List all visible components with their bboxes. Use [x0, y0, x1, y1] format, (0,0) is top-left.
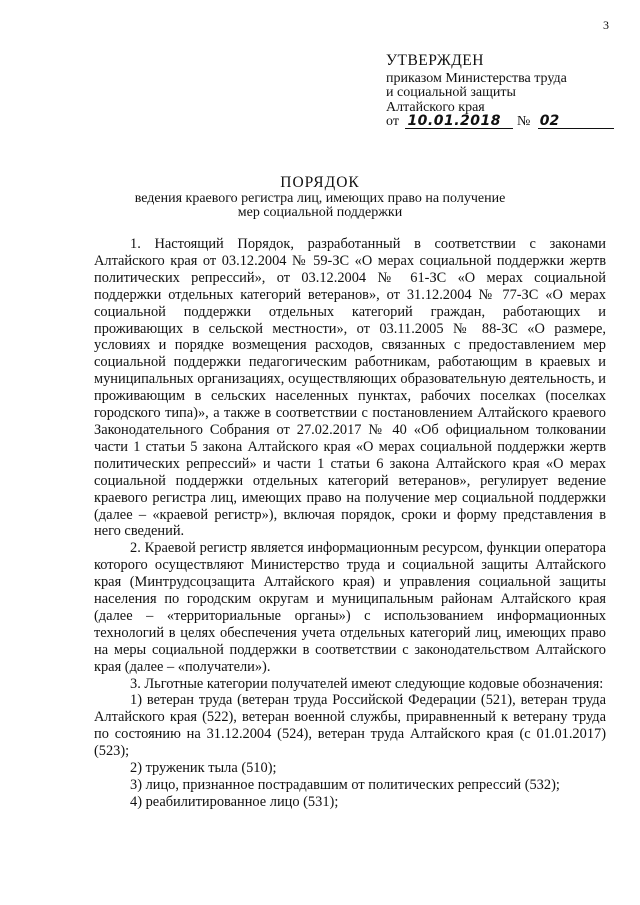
document-body — [94, 236, 606, 811]
paragraph-1: 1. Настоящий Порядок, разработанный в соответствии с законами Алтайского края от 03.12.2004 № 59-ЗС «О мерах социальной поддержки жертв политических репрессий», от 03.12.2004 № 61-ЗС «О мерах социальной поддержки отдельных категорий ветеранов», от 31.12.2004 № 77-ЗС «О мерах социальной поддержки отдельных категорий граждан, работающих и проживающих в сельской местности», от 03.11.2005 № 88-ЗС «О размере, условиях и порядке возмещения расходов, связанных с предоставлением мер социальной поддержки педагогическим работникам, работающим в краевых и муниципальных организациях, осуществляющих образовательную деятельность, и проживающим в сельских населенных пунктах, рабочих поселках (поселках городского типа)», а также в соответствии с постановлением Алтайского краевого Законодательного Собрания от 27.02.2017 № 40 «Об официальном толковании части 1 статьи 5 закона Алтайского края «О мерах социальной поддержки жертв политических репрессий» и части 1 статьи 6 закона Алтайского края «О мерах социальной поддержки отдельных категорий ветеранов», регулирует ведение краевого регистра лиц, имеющих право на получение мер социальной поддержки (далее – «краевой регистр»), включая порядок, сроки и форму представления в него сведений. — [94, 236, 606, 540]
list-item: 4) реабилитированное лицо (531); — [130, 793, 339, 810]
number-label: № — [516, 114, 531, 129]
title-main: ПОРЯДОК — [280, 174, 360, 191]
approval-date-row — [386, 115, 616, 130]
from-label: от — [386, 114, 399, 129]
list-item: 3) лицо, признанное пострадавшим от политических репрессий (532); — [130, 777, 560, 793]
document-title — [0, 176, 640, 220]
title-subtitle-line: мер социальной поддержки — [237, 205, 403, 220]
handwritten-number: 02 — [538, 115, 614, 129]
paragraph-2: 2. Краевой регистр является информационным ресурсом, функции оператора которого осуществляют Министерство труда и социальной защиты Алтайского края (Минтрудсоцзащита Алтайского края) и управления социальной защиты населения по городским округам и муниципальным районам Алтайского края (далее – «территориальные органы») с использованием информационных технологий в целях обеспечения учета отдельных категорий лиц, имеющих право на меры социальной поддержки в соответствии с законодательством Алтайского края (далее – «получатели»). — [94, 540, 606, 675]
approval-heading: УТВЕРЖДЕН — [386, 52, 484, 69]
approval-line: и социальной защиты — [386, 85, 516, 100]
handwritten-date: 10.01.2018 — [405, 115, 513, 129]
approval-line: приказом Министерства труда — [386, 70, 567, 86]
title-subtitle-line: ведения краевого регистра лиц, имеющих право на получение — [134, 191, 506, 206]
approval-block — [386, 54, 616, 130]
approval-line: Алтайского края — [386, 99, 485, 115]
paragraph-3: 3. Льготные категории получателей имеют следующие кодовые обозначения: — [130, 675, 604, 692]
list-item: 2) труженик тыла (510); — [130, 760, 277, 777]
page-number: 3 — [603, 18, 609, 32]
list-item: 1) ветеран труда (ветеран труда Российской Федерации (521), ветеран труда Алтайского края (522), ветеран военной службы, приравненный к ветерану труда по состоянию на 31.12.2004 (524), ветеран труда Алтайского края (с 01.01.2017) (523); — [94, 692, 606, 760]
